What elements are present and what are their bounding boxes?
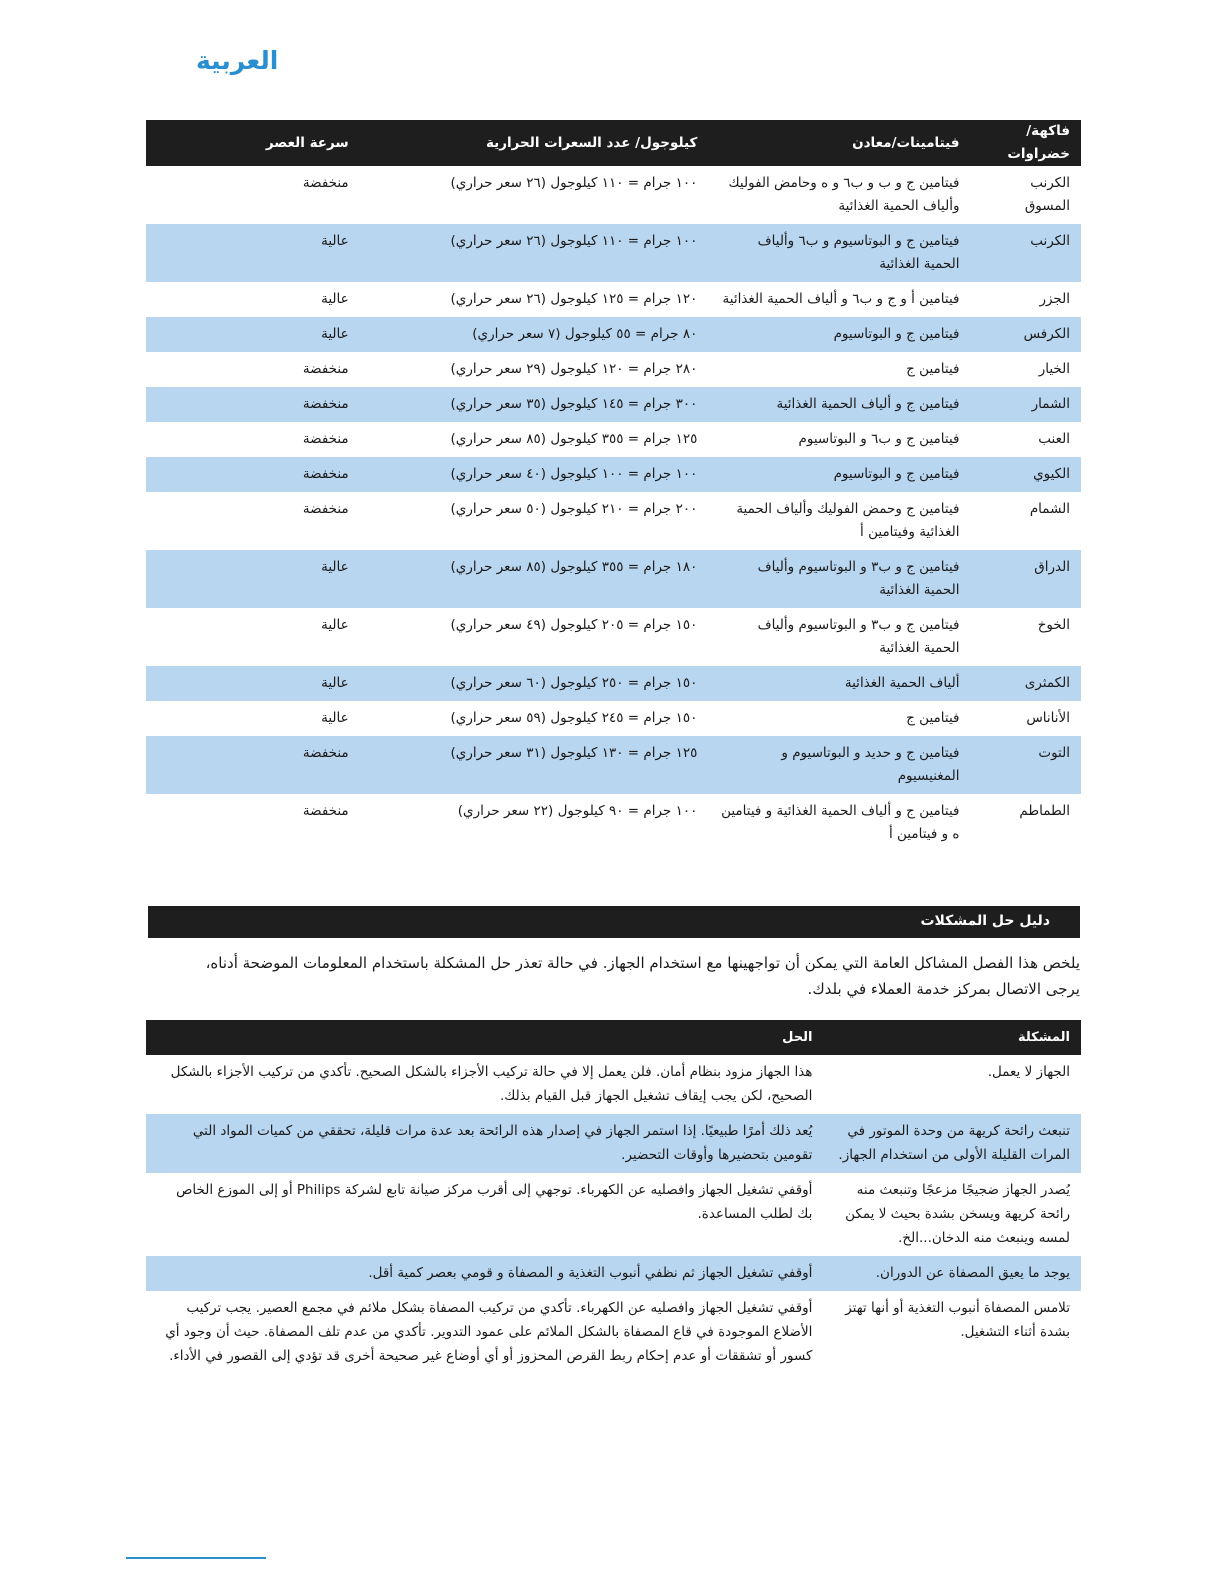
header-energy: كيلوجول/ عدد السعرات الحرارية	[409, 120, 709, 166]
cell-item: العنب	[1038, 431, 1070, 447]
cell-energy: ١٢٠ جرام = ١٢٥ كيلوجول (٢٦ سعر حراري)	[450, 291, 698, 307]
cell-speed: عالية	[321, 291, 349, 307]
cell-item: الخيار	[1038, 361, 1070, 377]
cell-energy: ٢٠٠ جرام = ٢١٠ كيلوجول (٥٠ سعر حراري)	[450, 501, 698, 517]
cell-energy: ٨٠ جرام = ٥٥ كيلوجول (٧ سعر حراري)	[409, 317, 709, 352]
cell-energy: ١٠٠ جرام = ١٠٠ كيلوجول (٤٠ سعر حراري)	[409, 457, 709, 492]
table-row	[146, 352, 1081, 387]
table-row	[146, 794, 1081, 852]
cell-speed: منخفضة	[146, 457, 409, 492]
cell-vitamins: فيتامين ج و ب و ب٦ و ه وحامض الفوليك وألياف الحمية الغذائية	[728, 175, 960, 214]
cell-speed: عالية	[146, 317, 409, 352]
cell-speed: عالية	[321, 710, 349, 726]
header-item: فاكهة/خضراوات	[970, 120, 1081, 166]
cell-solution: هذا الجهاز مزود بنظام أمان. فلن يعمل إلا في حالة تركيب الأجزاء بالشكل الصحيح. تأكدي من تركيب الأجزاء بالشكل الصحيح، لكن يجب إيقاف تشغيل الجهاز قبل القيام بذلك.	[170, 1064, 813, 1104]
cell-speed: عالية	[321, 617, 349, 633]
table-row	[146, 1291, 1081, 1374]
cell-item: الكيوي	[970, 457, 1081, 492]
cell-vitamins: فيتامين ج و حديد و البوتاسيوم و المغنيسيوم	[708, 736, 970, 794]
header-problem: المشكلة	[823, 1020, 1081, 1055]
cell-energy: ١٠٠ جرام = ١١٠ كيلوجول (٢٦ سعر حراري)	[409, 224, 709, 282]
cell-energy: ١٠٠ جرام = ١١٠ كيلوجول (٢٦ سعر حراري)	[450, 175, 698, 191]
cell-vitamins: فيتامين أ و ج و ب٦ و ألياف الحمية الغذائية	[722, 291, 960, 307]
header-solution: الحل	[146, 1020, 823, 1055]
cell-problem: تلامس المصفاة أنبوب التغذية أو أنها تهتز بشدة أثناء التشغيل.	[845, 1300, 1070, 1340]
table-row	[146, 666, 1081, 701]
cell-solution: أوقفي تشغيل الجهاز وافصليه عن الكهرباء. توجهي إلى أقرب مركز صيانة تابع لشركة Philips أو إلى الموزع الخاص بك لطلب المساعدة.	[176, 1182, 813, 1222]
cell-vitamins: فيتامين ج و ألياف الحمية الغذائية و فيتامين ه و فيتامين أ	[721, 803, 960, 842]
cell-solution: يُعد ذلك أمرًا طبيعيًا. إذا استمر الجهاز في إصدار هذه الرائحة بعد عدة مرات قليلة، تحققي من كميات المواد التي تقومين بتحضيرها وأوقات التحضير.	[146, 1114, 823, 1173]
table-row	[146, 701, 1081, 736]
cell-vitamins: فيتامين ج و ب٣ و البوتاسيوم وألياف الحمية الغذائية	[757, 617, 960, 656]
cell-energy: ١٠٠ جرام = ٩٠ كيلوجول (٢٢ سعر حراري)	[457, 803, 698, 819]
header-vitamins: فيتامينات/معادن	[708, 120, 970, 166]
cell-item: التوت	[970, 736, 1081, 794]
table-row	[146, 736, 1081, 794]
cell-speed: منخفضة	[302, 431, 349, 447]
table-row	[146, 492, 1081, 550]
header-speed: سرعة العصر	[146, 120, 409, 166]
cell-item: الجزر	[1039, 291, 1070, 307]
cell-speed: منخفضة	[146, 387, 409, 422]
table-row	[146, 282, 1081, 317]
cell-speed: عالية	[146, 224, 409, 282]
produce-nutrition-table	[146, 120, 1081, 852]
cell-speed: منخفضة	[302, 501, 349, 517]
cell-item: الكرنب المسوق	[1024, 175, 1070, 214]
table-row	[146, 1173, 1081, 1256]
cell-item: الكمثرى	[970, 666, 1081, 701]
cell-item: الطماطم	[1019, 803, 1070, 819]
cell-energy: ٣٠٠ جرام = ١٤٥ كيلوجول (٣٥ سعر حراري)	[409, 387, 709, 422]
cell-energy: ١٢٥ جرام = ٣٥٥ كيلوجول (٨٥ سعر حراري)	[450, 431, 698, 447]
table-row	[146, 422, 1081, 457]
footer-divider	[126, 1557, 266, 1559]
cell-problem: يوجد ما يعيق المصفاة عن الدوران.	[823, 1256, 1081, 1291]
cell-energy: ٢٨٠ جرام = ١٢٠ كيلوجول (٢٩ سعر حراري)	[450, 361, 698, 377]
table-row	[146, 608, 1081, 666]
cell-item: الدراق	[970, 550, 1081, 608]
table-row	[146, 317, 1081, 352]
cell-speed: منخفضة	[302, 803, 349, 819]
table-row	[146, 224, 1081, 282]
table-row	[146, 1114, 1081, 1173]
language-title: العربية	[196, 46, 279, 75]
cell-energy: ١٥٠ جرام = ٢٤٥ كيلوجول (٥٩ سعر حراري)	[450, 710, 698, 726]
cell-item: الكرفس	[970, 317, 1081, 352]
troubleshooting-heading: دليل حل المشكلات	[920, 913, 1050, 929]
table-header-row	[146, 1020, 1081, 1055]
cell-problem: يُصدر الجهاز ضجيجًا مزعجًا وتنبعث منه رائحة كريهة ويسخن بشدة بحيث لا يمكن لمسه وينبعث منه الدخان...الخ.	[845, 1182, 1070, 1246]
cell-solution: أوقفي تشغيل الجهاز ثم نظفي أنبوب التغذية و المصفاة و قومي بعصر كمية أقل.	[146, 1256, 823, 1291]
cell-vitamins: ألياف الحمية الغذائية	[708, 666, 970, 701]
cell-item: الشمام	[1029, 501, 1070, 517]
cell-vitamins: فيتامين ج	[906, 710, 960, 726]
troubleshooting-heading-bar	[148, 906, 1080, 938]
cell-problem: تنبعث رائحة كريهة من وحدة الموتور في المرات القليلة الأولى من استخدام الجهاز.	[823, 1114, 1081, 1173]
cell-item: الخوخ	[1037, 617, 1070, 633]
cell-problem: الجهاز لا يعمل.	[987, 1064, 1070, 1080]
cell-item: الشمار	[970, 387, 1081, 422]
cell-vitamins: فيتامين ج وحمض الفوليك وألياف الحمية الغذائية وفيتامين أ	[736, 501, 960, 540]
cell-speed: منخفضة	[302, 175, 349, 191]
cell-energy: ١٢٥ جرام = ١٣٠ كيلوجول (٣١ سعر حراري)	[409, 736, 709, 794]
cell-vitamins: فيتامين ج و ب٣ و البوتاسيوم وألياف الحمية الغذائية	[708, 550, 970, 608]
table-row	[146, 550, 1081, 608]
cell-energy: ١٥٠ جرام = ٢٠٥ كيلوجول (٤٩ سعر حراري)	[450, 617, 698, 633]
cell-speed: منخفضة	[146, 736, 409, 794]
table-row	[146, 387, 1081, 422]
cell-speed: منخفضة	[302, 361, 349, 377]
table-header-row	[146, 120, 1081, 166]
cell-item: الكرنب	[970, 224, 1081, 282]
cell-vitamins: فيتامين ج	[906, 361, 960, 377]
cell-vitamins: فيتامين ج و البوتاسيوم	[708, 317, 970, 352]
cell-solution: أوقفي تشغيل الجهاز وافصليه عن الكهرباء. تأكدي من تركيب المصفاة بشكل ملائم في مجمع العصير. يجب تركيب الأضلاع الموجودة في قاع المصفاة بالشكل الملائم على عمود التدوير. تأكدي من عدم تلف المصفاة. حيث أن وجود أي كسور أو تشققات أو عدم إحكام ربط القرص المحزوز أو أي أوضاع غير صحيحة أخرى قد تؤدي إلى القصور في الأداء.	[165, 1300, 813, 1364]
table-row	[146, 457, 1081, 492]
cell-vitamins: فيتامين ج و البوتاسيوم و ب٦ وألياف الحمية الغذائية	[708, 224, 970, 282]
cell-vitamins: فيتامين ج و ب٦ و البوتاسيوم	[798, 431, 960, 447]
table-row	[146, 1256, 1081, 1291]
cell-vitamins: فيتامين ج و البوتاسيوم	[708, 457, 970, 492]
troubleshooting-table	[146, 1020, 1081, 1374]
cell-speed: عالية	[146, 550, 409, 608]
cell-energy: ١٨٠ جرام = ٣٥٥ كيلوجول (٨٥ سعر حراري)	[409, 550, 709, 608]
cell-energy: ١٥٠ جرام = ٢٥٠ كيلوجول (٦٠ سعر حراري)	[409, 666, 709, 701]
cell-speed: عالية	[146, 666, 409, 701]
table-row	[146, 1055, 1081, 1114]
table-row	[146, 166, 1081, 224]
cell-item: الأناناس	[1026, 710, 1070, 726]
troubleshooting-intro: يلخص هذا الفصل المشاكل العامة التي يمكن أن تواجهينها مع استخدام الجهاز. في حالة تعذر حل المشكلة باستخدام المعلومات الموضحة أدناه، يرجى الاتصال بمركز خدمة العملاء في بلدك.	[205, 954, 1080, 998]
cell-vitamins: فيتامين ج و ألياف الحمية الغذائية	[708, 387, 970, 422]
